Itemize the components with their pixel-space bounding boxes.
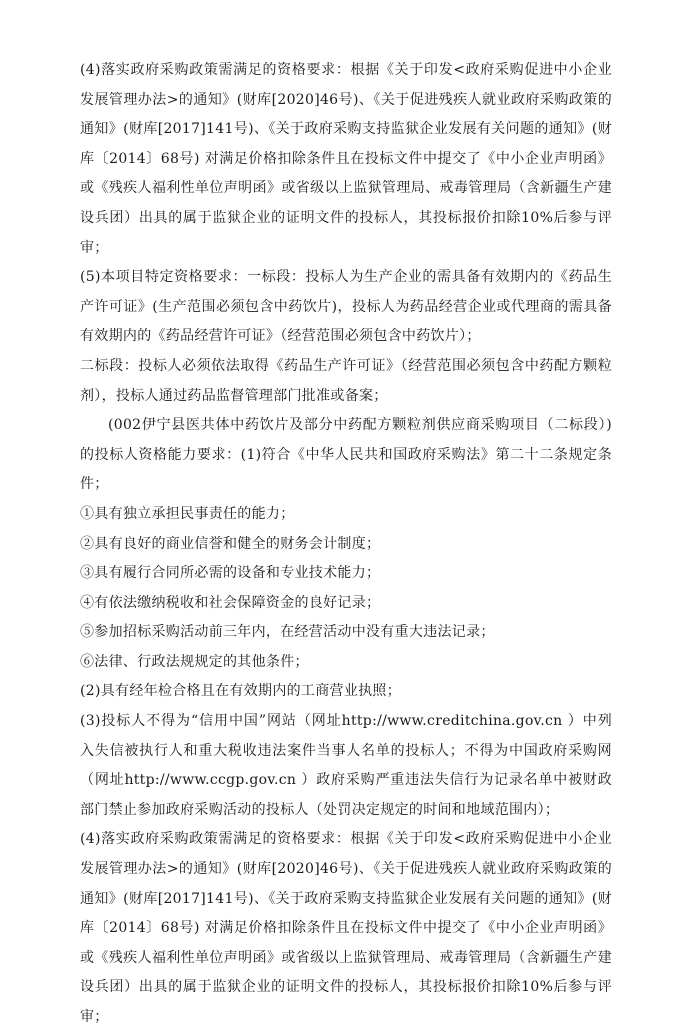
list-item: ③具有履行合同所必需的设备和专业技术能力； [80, 565, 381, 582]
list-item: ④有依法缴纳税收和社会保障资金的良好记录； [80, 594, 381, 611]
paragraph-lot-two-capability: (002伊宁县医共体中药饮片及部分中药配方颗粒剂供应商采购项目（二标段）)的投标人资格能力要求：(1)符合《中华人民共和国政府采购法》第二十二条规定条件； [80, 417, 612, 493]
paragraph-credit-check: (3)投标人不得为“信用中国”网站（网址http://www.creditchina.gov.cn ）中列入失信被执行人和重大税收违法案件当事人名单的投标人；不得为中国政府采购网（网址http://www.ccgp.gov.cn ）政府采购严重违法失信行为记录名单中被财政部门禁止参加政府采购活动的投标人（处罚决定规定的时间和地域范围内）； [80, 713, 612, 818]
paragraph-business-license: (2)具有经年检合格且在有效期内的工商营业执照； [80, 683, 402, 700]
list-item: ⑤参加招标采购活动前三年内，在经营活动中没有重大违法记录； [80, 624, 495, 641]
paragraph-lot-two: 二标段：投标人必须依法取得《药品生产许可证》（经营范围必须包含中药配方颗粒剂），投标人通过药品监督管理部门批准或备案； [80, 357, 612, 404]
list-item: ①具有独立承担民事责任的能力； [80, 505, 295, 522]
list-item: ⑥法律、行政法规规定的其他条件； [80, 653, 309, 670]
paragraph-policy-requirements-repeat: (4)落实政府采购政策需满足的资格要求：根据《关于印发<政府采购促进中小企业发展管理办法>的通知》(财库[2020]46号)、《关于促进残疾人就业政府采购政策的通知》(财库[2017]141号)、《关于政府采购支持监狱企业发展有关问题的通知》(财库〔2014〕68号) 对满足价格扣除条件且在投标文件中提交了《中小企业声明函》或《残疾人福利性单位声明函》或省级以上监狱管理局、戒毒管理局（含新疆生产建设兵团）出具的属于监狱企业的证明文件的投标人，其投标报价扣除10%后参与评审； [80, 831, 612, 1025]
document-body [80, 56, 612, 1033]
list-item: ②具有良好的商业信誉和健全的财务会计制度； [80, 535, 381, 552]
paragraph-specific-requirements: (5)本项目特定资格要求：一标段：投标人为生产企业的需具备有效期内的《药品生产许可证》(生产范围必须包含中药饮片)，投标人为药品经营企业或代理商的需具备有效期内的《药品经营许可证》（经营范围必须包含中药饮片）； [80, 269, 612, 345]
paragraph-policy-requirements: (4)落实政府采购政策需满足的资格要求：根据《关于印发<政府采购促进中小企业发展管理办法>的通知》(财库[2020]46号)、《关于促进残疾人就业政府采购政策的通知》(财库[2017]141号)、《关于政府采购支持监狱企业发展有关问题的通知》(财库〔2014〕68号) 对满足价格扣除条件且在投标文件中提交了《中小企业声明函》或《残疾人福利性单位声明函》或省级以上监狱管理局、戒毒管理局（含新疆生产建设兵团）出具的属于监狱企业的证明文件的投标人，其投标报价扣除10%后参与评审； [80, 62, 612, 256]
